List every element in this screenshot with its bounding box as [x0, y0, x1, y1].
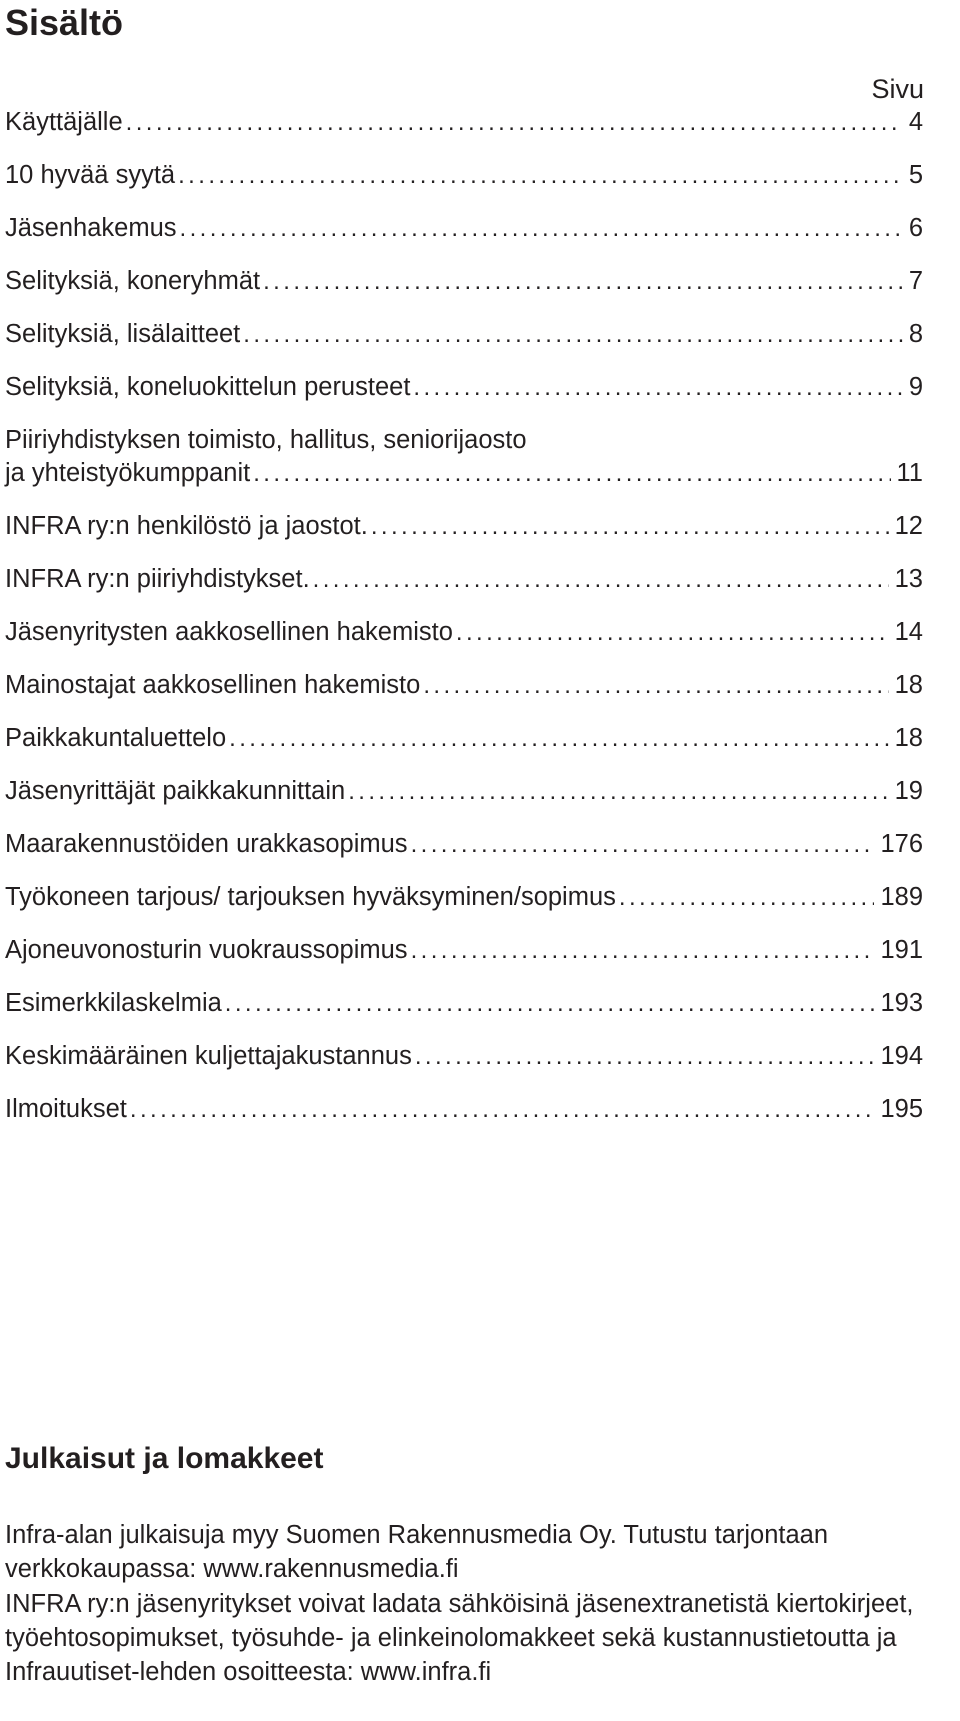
toc-entry-label: Työkoneen tarjous/ tarjouksen hyväksyminen/sopimus: [5, 883, 616, 911]
toc-dot-leader: [243, 318, 903, 351]
toc-entry-label: Jäsenhakemus: [5, 214, 177, 242]
toc-entry[interactable]: [5, 669, 923, 702]
toc-entry[interactable]: [5, 318, 923, 351]
toc-dot-leader: [456, 616, 889, 649]
toc-dot-leader: [411, 828, 875, 861]
toc-entry-label: Selityksiä, koneluokittelun perusteet: [5, 373, 411, 401]
toc-entry[interactable]: [5, 159, 923, 192]
toc-entry-label: INFRA ry:n henkilöstö ja jaostot.: [5, 512, 368, 540]
toc-dot-leader: [178, 159, 903, 192]
toc-entry-page: 8: [908, 320, 923, 348]
toc-dot-leader: [423, 669, 888, 702]
toc-entry-page: 189: [880, 883, 923, 911]
toc-entry-label: Mainostajat aakkosellinen hakemisto: [5, 671, 421, 699]
toc-entry-page: 9: [908, 373, 923, 401]
toc-dot-leader: [263, 265, 903, 298]
toc-entry-page: 18: [894, 671, 923, 699]
toc-dot-leader: [130, 1093, 875, 1126]
toc-entry-page: 176: [880, 830, 923, 858]
toc-entry-label: Keskimääräinen kuljettajakustannus: [5, 1042, 412, 1070]
toc-entry-page: 14: [894, 618, 923, 646]
toc-entry[interactable]: [5, 106, 923, 139]
section-heading: Julkaisut ja lomakkeet: [5, 1442, 324, 1475]
toc-entry[interactable]: [5, 775, 923, 808]
toc-entry[interactable]: [5, 722, 923, 755]
toc-entry[interactable]: [5, 987, 923, 1020]
toc-entry[interactable]: [5, 1040, 923, 1073]
toc-dot-leader: [619, 881, 875, 914]
toc-entry[interactable]: [5, 934, 923, 967]
toc-entry-page: 5: [908, 161, 923, 189]
toc-entry-page: 4: [908, 108, 923, 136]
toc-entry-label: 10 hyvää syytä: [5, 161, 176, 189]
toc-dot-leader: [229, 722, 888, 755]
toc-entry-label: ja yhteistyökumppanit: [5, 459, 251, 487]
toc-dot-leader: [371, 510, 889, 543]
toc-entry[interactable]: [5, 881, 923, 914]
table-of-contents: [5, 106, 923, 1146]
toc-entry-label: Selityksiä, koneryhmät: [5, 267, 261, 295]
toc-entry-page: 191: [880, 936, 923, 964]
page-title: Sisältö: [5, 2, 124, 43]
toc-dot-leader: [225, 987, 875, 1020]
toc-dot-leader: [253, 457, 890, 490]
toc-entry[interactable]: [5, 828, 923, 861]
toc-dot-leader: [413, 371, 902, 404]
toc-entry-page: 11: [896, 459, 923, 487]
toc-entry-label: Jäsenyrittäjät paikkakunnittain: [5, 777, 346, 805]
toc-dot-leader: [313, 563, 889, 596]
extranet-paragraph: INFRA ry:n jäsenyritykset voivat ladata sähköisinä jäsenextranetistä kiertokirjeet, työehtosopimukset, työsuhde- ja elinkeinolomakkeet sekä kustannustietoutta ja Infrauutiset-lehden osoitteesta: www.infra.fi: [5, 1590, 914, 1686]
toc-entry-label: Jäsenyritysten aakkosellinen hakemisto: [5, 618, 453, 646]
toc-entry-page: 6: [908, 214, 923, 242]
toc-entry-label: Ajoneuvonosturin vuokraussopimus: [5, 936, 408, 964]
toc-dot-leader: [180, 212, 903, 245]
toc-entry[interactable]: [5, 563, 923, 596]
toc-entry-label-line1: Piiriyhdistyksen toimisto, hallitus, seniorijaosto: [5, 426, 527, 454]
toc-entry-label: Selityksiä, lisälaitteet: [5, 320, 241, 348]
toc-entry-page: 194: [880, 1042, 923, 1070]
toc-entry-label: INFRA ry:n piiriyhdistykset.: [5, 565, 310, 593]
toc-entry-label: Paikkakuntaluettelo: [5, 724, 227, 752]
toc-entry-label: Käyttäjälle: [5, 108, 123, 136]
page-column-header: Sivu: [871, 74, 924, 104]
toc-dot-leader: [126, 106, 903, 139]
toc-dot-leader: [411, 934, 875, 967]
toc-entry-label: Maarakennustöiden urakkasopimus: [5, 830, 408, 858]
toc-entry-label: Ilmoitukset: [5, 1095, 127, 1123]
toc-entry-page: 19: [894, 777, 923, 805]
publications-paragraph: Infra-alan julkaisuja myy Suomen Rakennusmedia Oy. Tutustu tarjontaan verkkokaupassa: www.rakennusmedia.fi: [5, 1521, 829, 1583]
toc-entry[interactable]: [5, 212, 923, 245]
toc-entry[interactable]: [5, 510, 923, 543]
toc-entry-page: 193: [880, 989, 923, 1017]
toc-entry-page: 12: [894, 512, 923, 540]
toc-entry-page: 18: [894, 724, 923, 752]
toc-entry-label: Esimerkkilaskelmia: [5, 989, 222, 1017]
toc-entry-page: 13: [894, 565, 923, 593]
toc-entry[interactable]: [5, 424, 923, 490]
toc-entry[interactable]: [5, 616, 923, 649]
toc-entry[interactable]: [5, 265, 923, 298]
toc-dot-leader: [348, 775, 888, 808]
toc-dot-leader: [415, 1040, 875, 1073]
toc-entry-page: 195: [880, 1095, 923, 1123]
toc-entry[interactable]: [5, 1093, 923, 1126]
toc-entry[interactable]: [5, 371, 923, 404]
toc-entry-page: 7: [908, 267, 923, 295]
